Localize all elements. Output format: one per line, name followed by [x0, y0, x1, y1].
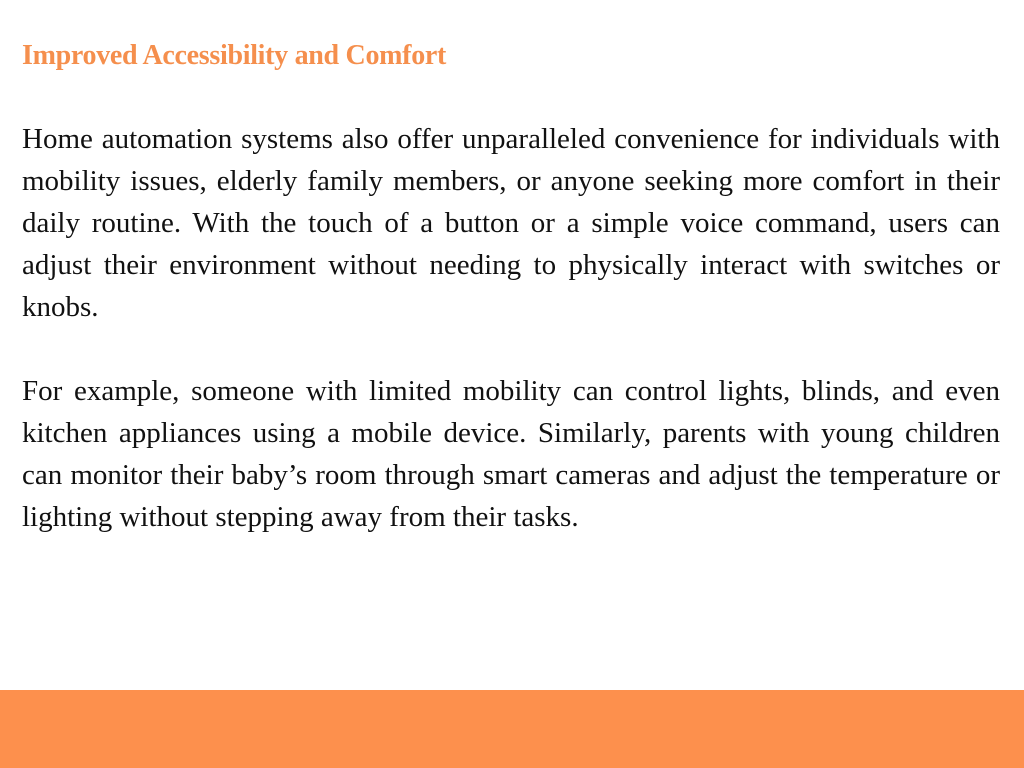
body-paragraph-1: Home automation systems also offer unparalleled convenience for individuals with mobility issues, elderly family members, or anyone seeking more comfort in their daily routine. With the touch of a button or a simple voice command, users can adjust their environment without needing to physically interact with switches or knobs.	[22, 123, 1000, 323]
footer-accent-bar	[0, 690, 1024, 768]
slide-content	[22, 36, 1000, 538]
slide-heading: Improved Accessibility and Comfort	[22, 40, 447, 71]
body-paragraph-2: For example, someone with limited mobility can control lights, blinds, and even kitchen appliances using a mobile device. Similarly, parents with young children can monitor their baby’s room through smart cameras and adjust the temperature or lighting without stepping away from their tasks.	[22, 375, 1000, 533]
